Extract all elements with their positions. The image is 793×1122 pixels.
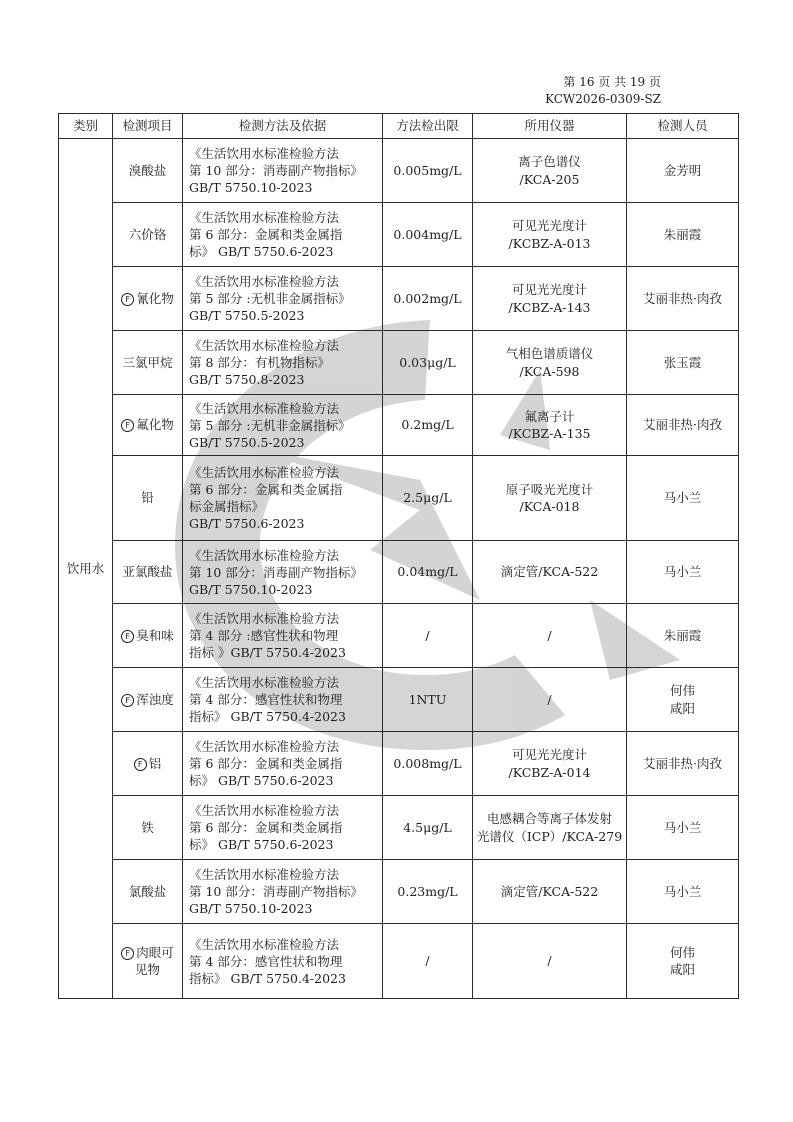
detection-limit: 0.2mg/L — [383, 395, 473, 456]
circled-f-mark: F — [121, 630, 134, 643]
table-row — [59, 395, 739, 456]
test-item: F 浑浊度 — [113, 668, 183, 732]
table-row — [59, 860, 739, 924]
table-row — [59, 604, 739, 668]
test-item: F 肉眼可 见物 — [113, 924, 183, 999]
header-item: 检测项目 — [113, 114, 183, 139]
method-cell: 《生活饮用水标准检验方法 第 10 部分：消毒副产物指标》 GB/T 5750.10-2023 — [183, 541, 383, 604]
test-item: 溴酸盐 — [113, 139, 183, 203]
page-header — [545, 74, 661, 108]
test-item: F 臭和味 — [113, 604, 183, 668]
instrument-cell: 可见光光度计 /KCBZ-A-014 — [473, 732, 627, 796]
table-row — [59, 796, 739, 860]
method-cell: 《生活饮用水标准检验方法 第 4 部分：感官性状和物理 指标》 GB/T 5750.4-2023 — [183, 924, 383, 999]
instrument-cell: / — [473, 604, 627, 668]
test-item: 三氯甲烷 — [113, 331, 183, 395]
staff-cell: 艾丽非热·肉孜 — [627, 267, 739, 331]
method-cell: 《生活饮用水标准检验方法 第 6 部分：金属和类金属指 标金属指标》 GB/T 5750.6-2023 — [183, 456, 383, 541]
staff-cell: 艾丽非热·肉孜 — [627, 395, 739, 456]
circled-f-mark: F — [121, 419, 134, 432]
header-instrument: 所用仪器 — [473, 114, 627, 139]
staff-cell: 马小兰 — [627, 541, 739, 604]
header-staff: 检测人员 — [627, 114, 739, 139]
page-number: 第 16 页 共 19 页 — [563, 75, 661, 89]
staff-cell: 何伟 咸阳 — [627, 668, 739, 732]
table-row — [59, 331, 739, 395]
method-cell: 《生活饮用水标准检验方法 第 5 部分 :无机非金属指标》 GB/T 5750.5-2023 — [183, 267, 383, 331]
method-cell: 《生活饮用水标准检验方法 第 6 部分：金属和类金属指 标》 GB/T 5750.6-2023 — [183, 796, 383, 860]
report-number: KCW2026-0309-SZ — [545, 92, 661, 106]
header-limit: 方法检出限 — [383, 114, 473, 139]
instrument-cell: / — [473, 668, 627, 732]
detection-limit: 0.03μg/L — [383, 331, 473, 395]
circled-f-mark: F — [121, 694, 134, 707]
method-cell: 《生活饮用水标准检验方法 第 10 部分：消毒副产物指标》 GB/T 5750.10-2023 — [183, 139, 383, 203]
table-row — [59, 139, 739, 203]
method-cell: 《生活饮用水标准检验方法 第 4 部分：感官性状和物理 指标》 GB/T 5750.4-2023 — [183, 668, 383, 732]
test-item: 铁 — [113, 796, 183, 860]
staff-cell: 马小兰 — [627, 796, 739, 860]
header-category: 类别 — [59, 114, 113, 139]
category-cell: 饮用水 — [59, 139, 113, 999]
table-header-row — [59, 114, 739, 139]
instrument-cell: 原子吸光光度计 /KCA-018 — [473, 456, 627, 541]
detection-limit: / — [383, 604, 473, 668]
table-row — [59, 267, 739, 331]
test-item: F 氟化物 — [113, 395, 183, 456]
staff-cell: 朱丽霞 — [627, 203, 739, 267]
instrument-cell: 可见光光度计 /KCBZ-A-013 — [473, 203, 627, 267]
staff-cell: 张玉霞 — [627, 331, 739, 395]
instrument-cell: / — [473, 924, 627, 999]
table-row — [59, 924, 739, 999]
detection-limit: 0.04mg/L — [383, 541, 473, 604]
test-item: F 氰化物 — [113, 267, 183, 331]
table-row — [59, 541, 739, 604]
staff-cell: 马小兰 — [627, 860, 739, 924]
detection-limit: / — [383, 924, 473, 999]
table-row — [59, 456, 739, 541]
test-item: F 铝 — [113, 732, 183, 796]
instrument-cell: 可见光光度计 /KCBZ-A-143 — [473, 267, 627, 331]
method-cell: 《生活饮用水标准检验方法 第 10 部分：消毒副产物指标》 GB/T 5750.10-2023 — [183, 860, 383, 924]
staff-cell: 朱丽霞 — [627, 604, 739, 668]
test-item: 亚氯酸盐 — [113, 541, 183, 604]
method-cell: 《生活饮用水标准检验方法 第 4 部分 :感官性状和物理 指标 》GB/T 5750.4-2023 — [183, 604, 383, 668]
header-method: 检测方法及依据 — [183, 114, 383, 139]
instrument-cell: 氟离子计 /KCBZ-A-135 — [473, 395, 627, 456]
detection-limit: 4.5μg/L — [383, 796, 473, 860]
detection-limit: 0.008mg/L — [383, 732, 473, 796]
instrument-cell: 滴定管/KCA-522 — [473, 541, 627, 604]
instrument-cell: 离子色谱仪 /KCA-205 — [473, 139, 627, 203]
test-item: 六价铬 — [113, 203, 183, 267]
method-cell: 《生活饮用水标准检验方法 第 6 部分：金属和类金属指 标》 GB/T 5750.6-2023 — [183, 732, 383, 796]
detection-limit: 0.004mg/L — [383, 203, 473, 267]
instrument-cell: 滴定管/KCA-522 — [473, 860, 627, 924]
staff-cell: 金芳明 — [627, 139, 739, 203]
table-row — [59, 732, 739, 796]
circled-f-mark: F — [121, 947, 134, 960]
staff-cell: 艾丽非热·肉孜 — [627, 732, 739, 796]
method-cell: 《生活饮用水标准检验方法 第 8 部分：有机物指标》 GB/T 5750.8-2023 — [183, 331, 383, 395]
test-item: 氯酸盐 — [113, 860, 183, 924]
circled-f-mark: F — [121, 293, 134, 306]
detection-limit: 2.5μg/L — [383, 456, 473, 541]
method-cell: 《生活饮用水标准检验方法 第 6 部分：金属和类金属指 标》 GB/T 5750.6-2023 — [183, 203, 383, 267]
table-row — [59, 668, 739, 732]
circled-f-mark: F — [134, 758, 147, 771]
detection-limit: 1NTU — [383, 668, 473, 732]
test-methods-table — [58, 113, 739, 999]
instrument-cell: 电感耦合等离子体发射 光谱仪（ICP）/KCA-279 — [473, 796, 627, 860]
detection-limit: 0.002mg/L — [383, 267, 473, 331]
staff-cell: 何伟 咸阳 — [627, 924, 739, 999]
detection-limit: 0.23mg/L — [383, 860, 473, 924]
staff-cell: 马小兰 — [627, 456, 739, 541]
table-row — [59, 203, 739, 267]
instrument-cell: 气相色谱质谱仪 /KCA-598 — [473, 331, 627, 395]
method-cell: 《生活饮用水标准检验方法 第 5 部分 :无机非金属指标》 GB/T 5750.5-2023 — [183, 395, 383, 456]
detection-limit: 0.005mg/L — [383, 139, 473, 203]
test-item: 铅 — [113, 456, 183, 541]
